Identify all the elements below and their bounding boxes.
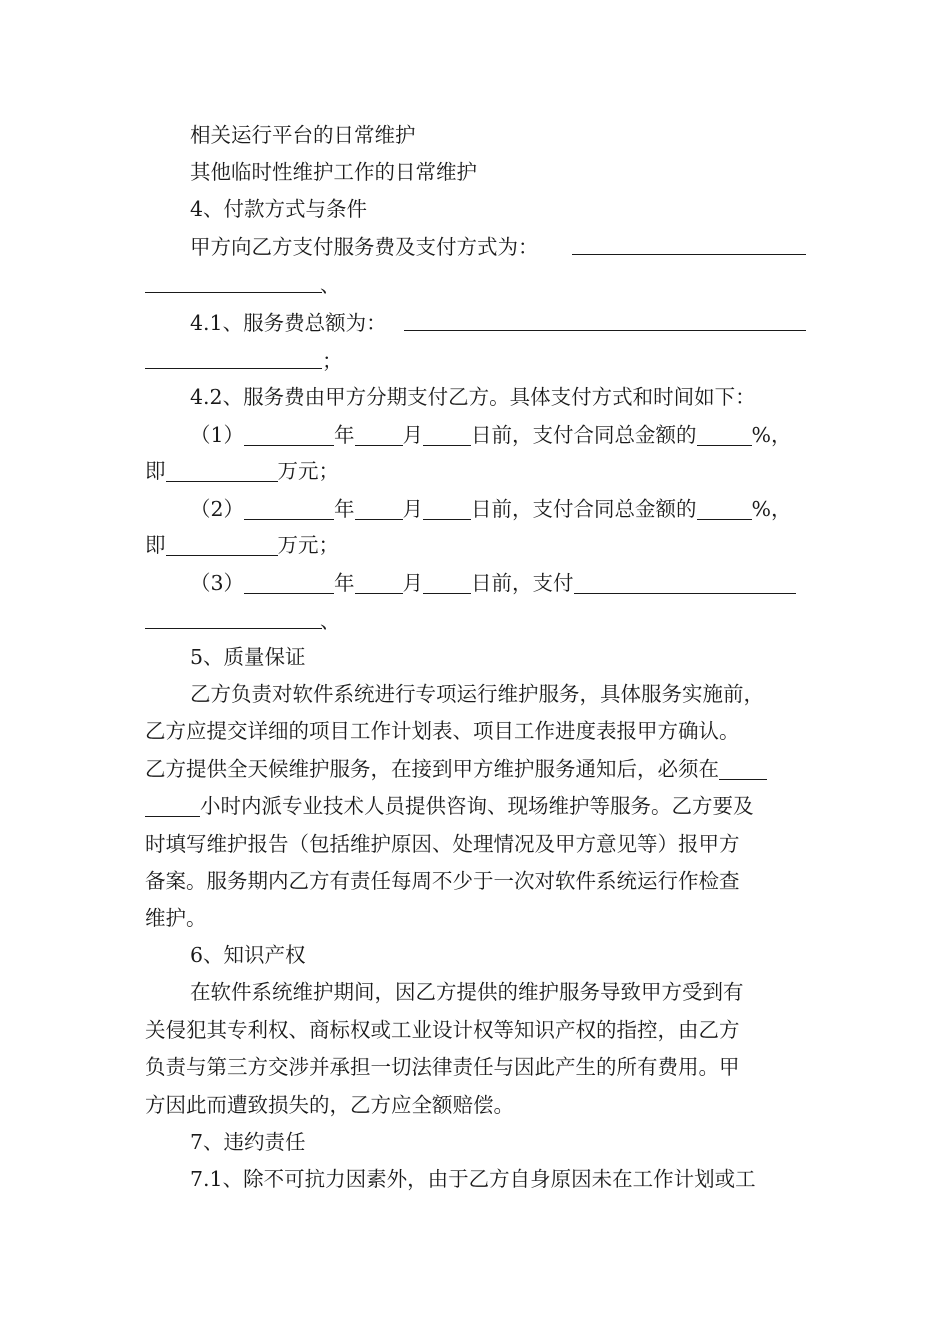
section-heading: 4、付款方式与条件 [190,197,368,221]
text-line: 甲方向乙方支付服务费及支付方式为： [190,235,539,259]
punctuation: ； [322,349,343,373]
blank-line [145,628,322,629]
payment-installment-1-amount: 即 万元； [145,459,339,483]
paragraph-line: 关侵犯其专利权、商标权或工业设计权等知识产权的指控，由乙方 [145,1018,740,1042]
paragraph-line: 时填写维护报告（包括维护原因、处理情况及甲方意见等）报甲方 [145,832,740,856]
punctuation: 、 [320,273,341,297]
paragraph-line: 负责与第三方交涉并承担一切法律责任与因此产生的所有费用。甲 [145,1055,740,1079]
blank-line [145,368,322,369]
text-line: 4.2、服务费由甲方分期支付乙方。具体支付方式和时间如下： [190,385,756,409]
paragraph-line: 乙方提供全天候维护服务，在接到甲方维护服务通知后，必须在 [145,754,767,784]
paragraph-line: 方因此而遭致损失的，乙方应全额赔偿。 [145,1093,514,1117]
paragraph-line: 备案。服务期内乙方有责任每周不少于一次对软件系统运行作检查 [145,869,740,893]
blank-line [145,292,322,293]
section-heading: 6、知识产权 [190,943,306,967]
paragraph-line: 小时内派专业技术人员提供咨询、现场维护等服务。乙方要及 [145,791,754,821]
paragraph-line: 在软件系统维护期间，因乙方提供的维护服务导致甲方受到有 [190,980,744,1004]
payment-installment-1: （1） 年 月 日前，支付合同总金额的 %， [190,423,792,447]
section-heading: 5、质量保证 [190,645,306,669]
blank-line [572,254,806,255]
text-line: 相关运行平台的日常维护 [190,123,416,147]
section-heading: 7、违约责任 [190,1130,306,1154]
paragraph-line: 维护。 [145,906,207,930]
paragraph-line: 乙方应提交详细的项目工作计划表、项目工作进度表报甲方确认。 [145,719,740,743]
payment-installment-2-amount: 即 万元； [145,533,339,557]
punctuation: 、 [320,609,341,633]
text-line: 4.1、服务费总额为： [190,311,387,335]
payment-installment-3: （3） 年 月 日前，支付 [190,568,796,598]
paragraph-line: 乙方负责对软件系统进行专项运行维护服务，具体服务实施前， [190,682,764,706]
text-line: 其他临时性维护工作的日常维护 [190,160,477,184]
paragraph-line: 7.1、除不可抗力因素外，由于乙方自身原因未在工作计划或工 [190,1167,756,1191]
blank-line [404,330,806,331]
payment-installment-2: （2） 年 月 日前，支付合同总金额的 %， [190,497,792,521]
